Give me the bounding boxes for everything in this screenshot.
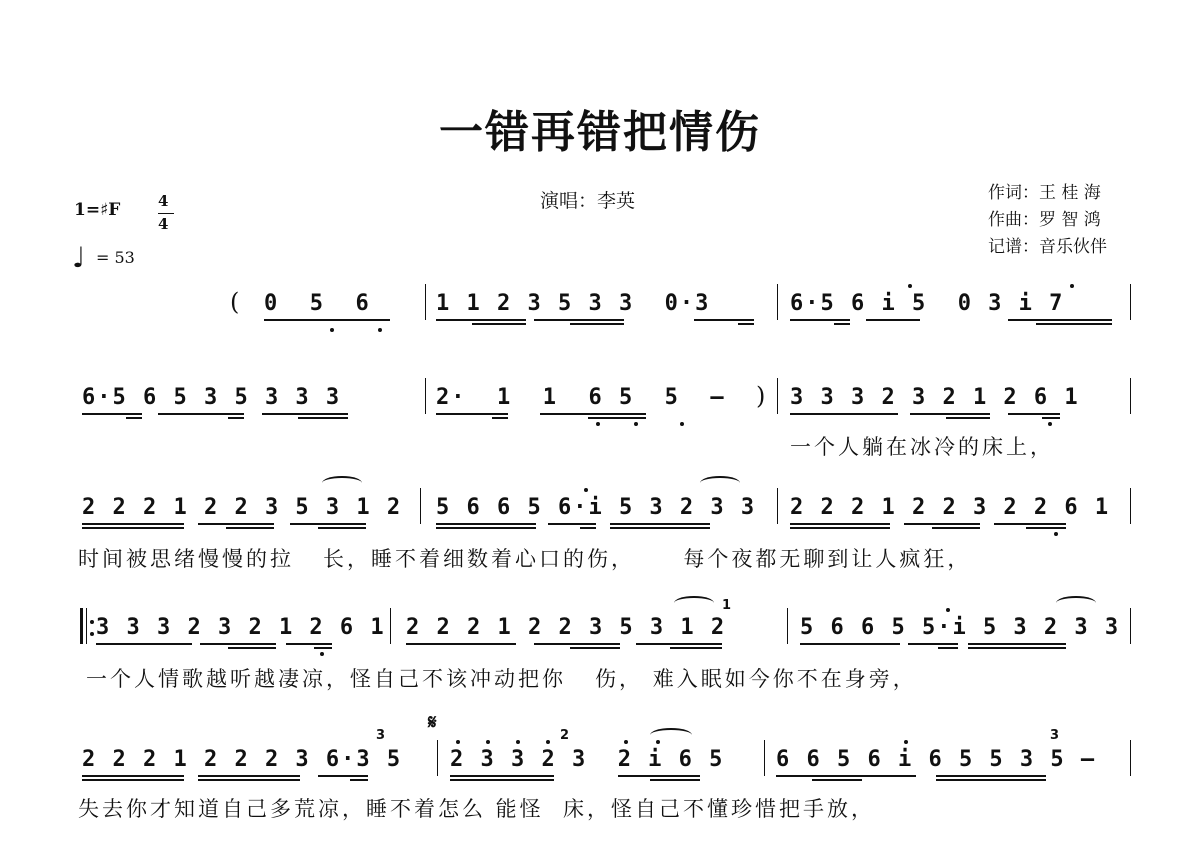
- measure: 5 6 6 5 6·i 5 3 2 3 3: [436, 495, 757, 520]
- time-signature-denominator: 4: [158, 215, 169, 233]
- underline: [908, 643, 958, 645]
- underline: [1042, 417, 1060, 419]
- low-octave-dot: [330, 328, 334, 332]
- underline: [790, 413, 898, 415]
- underline: [932, 527, 980, 529]
- underline: [610, 523, 710, 525]
- underline: [812, 779, 862, 781]
- bar-line: [425, 284, 426, 320]
- underline: [588, 417, 646, 419]
- high-octave-dot: [908, 284, 912, 288]
- underline: [670, 647, 722, 649]
- underline: [904, 523, 980, 525]
- underline: [938, 647, 958, 649]
- underline: [318, 527, 366, 529]
- underline: [790, 319, 850, 321]
- slur-mark: [322, 476, 362, 490]
- time-signature-numerator: 4: [158, 192, 169, 210]
- underline: [436, 523, 536, 525]
- segno-icon: 𝄋: [428, 710, 437, 734]
- underline: [436, 319, 526, 321]
- slur-mark: [650, 728, 692, 742]
- underline: [776, 775, 916, 777]
- underline: [350, 779, 368, 781]
- low-octave-dot: [1054, 532, 1058, 536]
- measure: 6·5 6 i 5 0 3 i 7: [790, 291, 1065, 316]
- high-octave-dot: [584, 488, 588, 492]
- underline: [694, 319, 754, 321]
- underline: [472, 323, 526, 325]
- underline: [406, 643, 516, 645]
- underline: [618, 775, 700, 777]
- song-title: 一错再错把情伤: [439, 107, 761, 158]
- underline: [314, 647, 332, 649]
- measure: 3 3 3 2 3 2 1 2 6 1: [790, 385, 1080, 410]
- underline: [910, 413, 990, 415]
- bar-line: [777, 378, 778, 414]
- underline: [298, 417, 348, 419]
- underline: [1036, 323, 1112, 325]
- underline: [800, 643, 900, 645]
- repeat-start-thin-line: [86, 608, 87, 644]
- underline: [866, 319, 920, 321]
- bar-line: [390, 608, 391, 644]
- underline: [492, 417, 508, 419]
- measure: 2 2 2 1 2 2 3 5 3 1 2: [82, 495, 403, 520]
- grace-note: 1: [722, 598, 732, 613]
- slur-mark: [1056, 596, 1096, 610]
- underline: [936, 775, 1046, 777]
- underline: [228, 417, 244, 419]
- low-octave-dot: [680, 422, 684, 426]
- measure: 2 2 2 1 2 2 2 3 6·3 5: [82, 747, 403, 772]
- low-octave-dot: [634, 422, 638, 426]
- underline: [290, 523, 366, 525]
- repeat-dot: [90, 632, 94, 636]
- measure: 6·5 6 5 3 5 3 3 3: [82, 385, 342, 410]
- composer-credit: 作曲：罗 智 鸿: [988, 210, 1101, 230]
- bar-line: [764, 740, 765, 776]
- underline: [790, 527, 890, 529]
- bar-line: [1130, 740, 1131, 776]
- key-signature: 1=♯F: [74, 200, 121, 220]
- quarter-note-icon: ♩: [72, 241, 86, 274]
- measure: 2 2 2 1 2 2 3 5 3 1 2: [406, 615, 727, 640]
- underline: [1008, 413, 1060, 415]
- underline: [198, 523, 274, 525]
- low-octave-dot: [596, 422, 600, 426]
- lyricist-credit: 作词：王 桂 海: [988, 183, 1101, 203]
- bar-line: [1130, 378, 1131, 414]
- underline: [198, 779, 300, 781]
- tempo-value: = 53: [96, 248, 135, 267]
- underline: [1026, 527, 1066, 529]
- underline: [82, 779, 184, 781]
- underline: [286, 643, 332, 645]
- underline: [82, 413, 142, 415]
- singer-credit: 演唱：李英: [540, 190, 636, 212]
- underline: [126, 417, 142, 419]
- measure: 6 6 5 6 i 6 5 5 3 5 –: [776, 747, 1097, 772]
- underline: [636, 643, 722, 645]
- underline: [264, 319, 390, 321]
- measure: 2· 1 1 6 5 5 –: [436, 385, 726, 410]
- underline: [994, 523, 1066, 525]
- high-octave-dot: [904, 740, 908, 744]
- underline: [96, 643, 192, 645]
- underline: [834, 323, 850, 325]
- underline: [82, 527, 184, 529]
- lyric-line-3: 时间被思绪慢慢的拉 长，睡不着细数着心口的伤， 每个夜都无聊到让人疯狂，: [78, 547, 972, 571]
- measure: 3 3 3 2 3 2 1 2 6 1: [96, 615, 386, 640]
- underline: [450, 779, 554, 781]
- underline: [1008, 319, 1112, 321]
- high-octave-dot: [1070, 284, 1074, 288]
- grace-note: 3: [376, 728, 386, 743]
- measure: 1 1 2 3 5 3 3 0·3: [436, 291, 711, 316]
- high-octave-dot: [456, 740, 460, 744]
- underline: [228, 647, 276, 649]
- high-octave-dot: [946, 608, 950, 612]
- time-signature-line: [158, 213, 174, 214]
- underline: [318, 775, 368, 777]
- measure: 0 5 6: [264, 291, 371, 316]
- bar-line: [437, 740, 438, 776]
- underline: [548, 523, 596, 525]
- underline: [570, 323, 624, 325]
- underline: [936, 779, 1046, 781]
- underline: [436, 413, 508, 415]
- underline: [738, 323, 754, 325]
- bar-line: [425, 378, 426, 414]
- underline: [226, 527, 274, 529]
- low-octave-dot: [1048, 422, 1052, 426]
- slur-mark: [700, 476, 740, 490]
- closing-parenthesis: ): [756, 382, 766, 410]
- transcriber-credit: 记谱：音乐伙伴: [988, 237, 1107, 257]
- underline: [200, 643, 276, 645]
- repeat-dot: [90, 620, 94, 624]
- underline: [968, 647, 1066, 649]
- underline: [534, 643, 620, 645]
- high-octave-dot: [624, 740, 628, 744]
- underline: [436, 527, 536, 529]
- underline: [158, 413, 244, 415]
- measure: 2 3 3 2 3 2 i 6 5: [450, 747, 725, 772]
- underline: [650, 779, 700, 781]
- underline: [82, 523, 184, 525]
- lyric-line-5: 失去你才知道自己多荒凉，睡不着怎么 能怪 床，怪自己不懂珍惜把手放，: [78, 797, 876, 821]
- high-octave-dot: [516, 740, 520, 744]
- underline: [968, 643, 1066, 645]
- lyric-line-4: 一个人情歌越听越凄凉，怪自己不该冲动把你 伤， 难入眠如今你不在身旁，: [86, 667, 917, 691]
- underline: [450, 775, 554, 777]
- underline: [570, 647, 620, 649]
- high-octave-dot: [546, 740, 550, 744]
- measure: 2 2 2 1 2 2 3 2 2 6 1: [790, 495, 1111, 520]
- underline: [534, 319, 624, 321]
- bar-line: [1130, 608, 1131, 644]
- bar-line: [777, 488, 778, 524]
- low-octave-dot: [320, 652, 324, 656]
- bar-line: [777, 284, 778, 320]
- underline: [262, 413, 348, 415]
- high-octave-dot: [486, 740, 490, 744]
- bar-line: [1130, 488, 1131, 524]
- underline: [610, 527, 710, 529]
- bar-line: [787, 608, 788, 644]
- grace-note: 3: [1050, 728, 1060, 743]
- underline: [946, 417, 990, 419]
- underline: [198, 775, 300, 777]
- bar-line: [420, 488, 421, 524]
- measure: 5 6 6 5 5·i 5 3 2 3 3: [800, 615, 1121, 640]
- bar-line: [1130, 284, 1131, 320]
- slur-mark: [674, 596, 714, 610]
- grace-note: 2: [560, 728, 570, 743]
- low-octave-dot: [378, 328, 382, 332]
- underline: [82, 775, 184, 777]
- underline: [580, 527, 596, 529]
- opening-parenthesis: (: [230, 288, 240, 316]
- repeat-start-sign: [80, 608, 83, 644]
- lyric-line-2: 一个人躺在冰冷的床上，: [790, 435, 1054, 459]
- underline: [790, 523, 890, 525]
- underline: [540, 413, 646, 415]
